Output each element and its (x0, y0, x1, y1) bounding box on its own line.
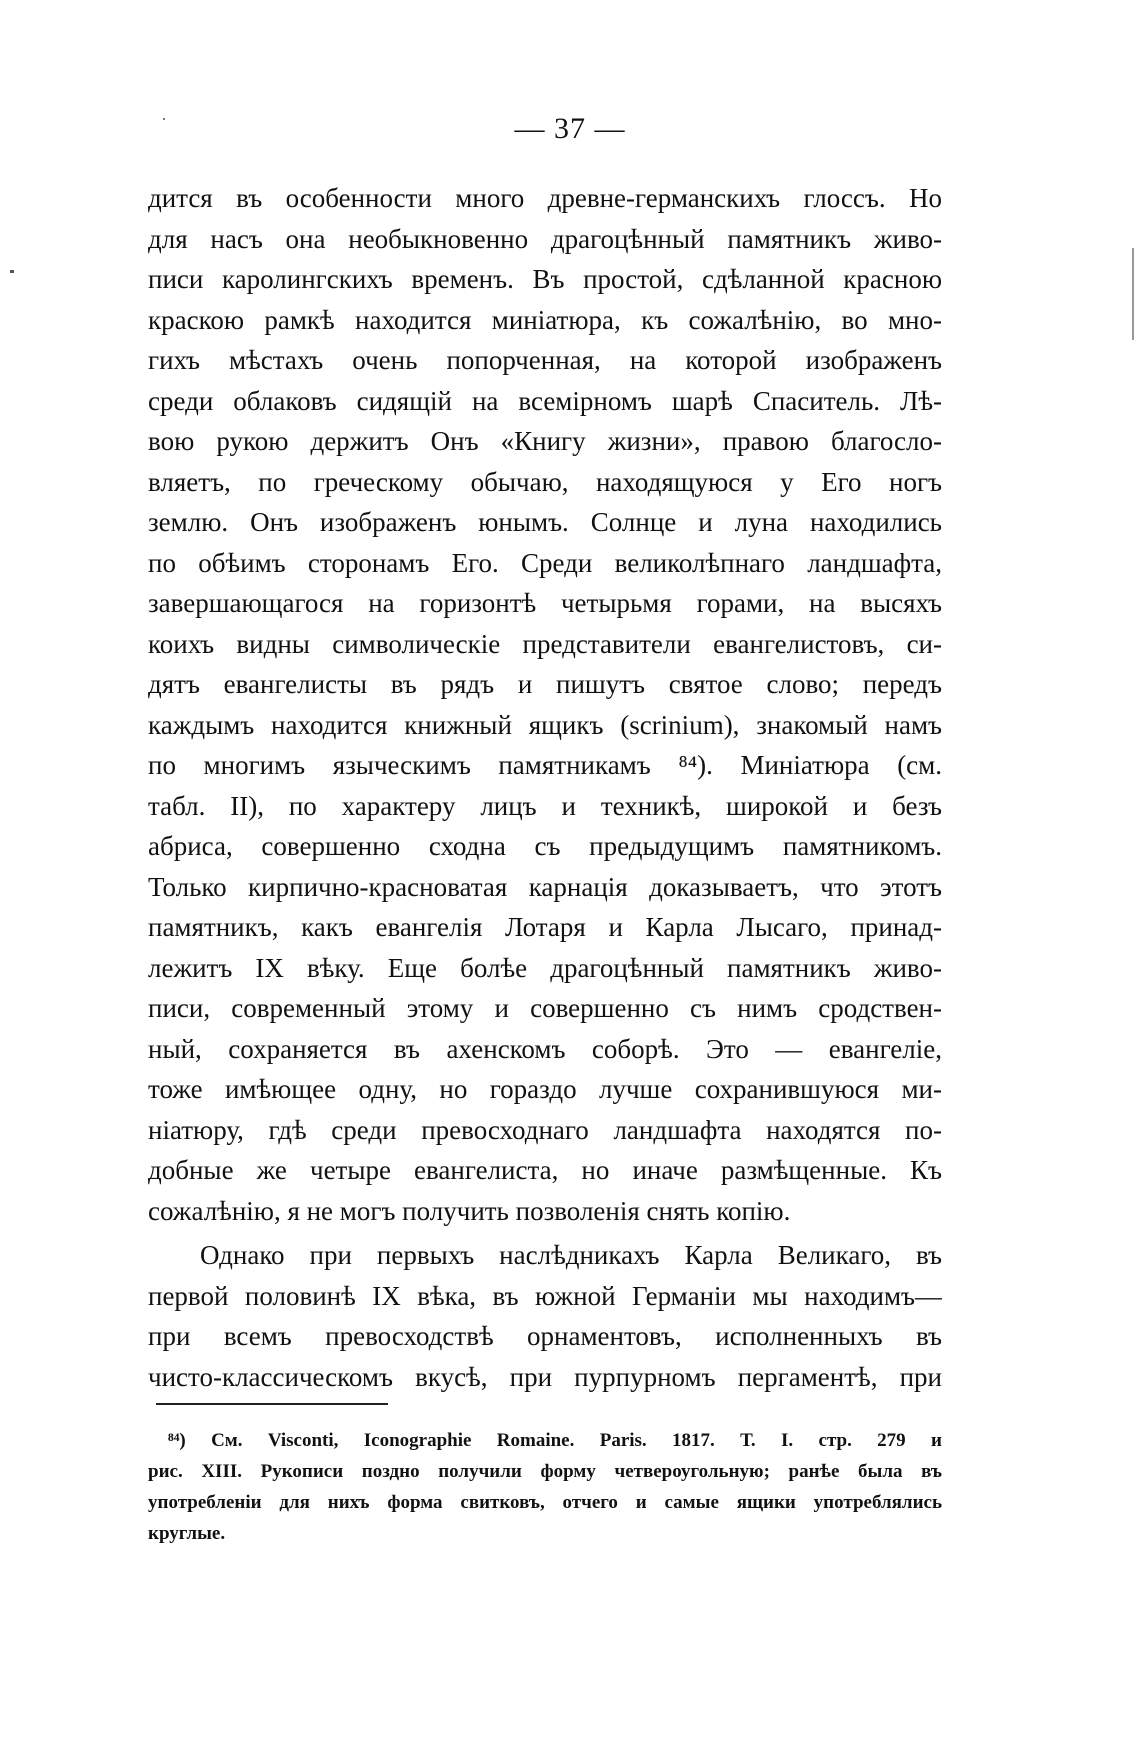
text-line: вляетъ, по греческому обычаю, находящуюся у Его ногъ (148, 466, 942, 497)
text-line: первой половинѣ IX вѣка, въ южной Германіи мы находимъ— (148, 1280, 942, 1311)
text-line: среди облаковъ сидящій на всемірномъ шарѣ Спаситель. Лѣ- (148, 385, 942, 416)
footnote-line: рис. XIII. Рукописи поздно получили форму четвероугольную; ранѣе была въ (148, 1461, 942, 1482)
text-line: добные же четыре евангелиста, но иначе размѣщенные. Къ (148, 1155, 942, 1185)
text-line: памятникъ, какъ евангелія Лотаря и Карла Лысаго, принад- (148, 912, 942, 942)
text-line: Только кирпично-красноватая карнація доказываетъ, что этотъ (148, 871, 942, 902)
text-line: для насъ она необыкновенно драгоцѣнный памятникъ живо- (148, 223, 942, 254)
margin-mark (10, 270, 14, 273)
text-line: дятъ евангелисты въ рядъ и пишутъ святое слово; передъ (148, 669, 942, 699)
footnote-divider (156, 1403, 388, 1405)
page-number: — 37 — (514, 112, 626, 145)
text-line: ный, сохраняется въ ахенскомъ соборѣ. Это — евангеліе, (148, 1033, 942, 1064)
footnote-line: употребленіи для нихъ форма свитковъ, отчего и самые ящики употреблялись (148, 1492, 942, 1513)
footnotes (148, 1425, 942, 1549)
main-text (148, 178, 942, 1397)
text-line: по обѣимъ сторонамъ Его. Среди великолѣпнаго ландшафта, (148, 547, 942, 578)
text-line: Однако при первыхъ наслѣдникахъ Карла Великаго, въ (200, 1240, 942, 1270)
text-line: каждымъ находится книжный ящикъ (scrinium), знакомый намъ (148, 709, 942, 740)
text-line: табл. II), по характеру лицъ и техникѣ, широкой и безъ (148, 790, 942, 821)
text-line: чисто-классическомъ вкусѣ, при пурпурномъ пергаментѣ, при (148, 1361, 942, 1392)
footnote-line: ⁸⁴) См. Visconti, Iconographie Romaine. Paris. 1817. Т. I. стр. 279 и (168, 1430, 942, 1451)
text-line: землю. Онъ изображенъ юнымъ. Солнце и луна находились (148, 507, 942, 537)
text-line: дится въ особенности много древне-германскихъ глоссъ. Но (148, 183, 942, 213)
text-line: завершающагося на горизонтѣ четырьмя горами, на высяхъ (148, 588, 942, 618)
text-line: при всемъ превосходствѣ орнаментовъ, исполненныхъ въ (148, 1321, 942, 1351)
text-line: лежитъ IX вѣку. Еще болѣе драгоцѣнный памятникъ живо- (148, 952, 942, 983)
footnote-line: круглые. (148, 1523, 226, 1544)
text-line: по многимъ языческимъ памятникамъ ⁸⁴). Миніатюра (см. (148, 750, 942, 780)
text-line: писи каролингскихъ временъ. Въ простой, сдѣланной красною (148, 264, 942, 294)
text-line: тоже имѣющее одну, но гораздо лучше сохранившуюся ми- (148, 1074, 942, 1104)
text-line: коихъ видны символическіе представители евангелистовъ, си- (148, 628, 942, 659)
text-line: краскою рамкѣ находится миніатюра, къ сожалѣнію, во мно- (148, 304, 942, 335)
text-line: вою рукою держитъ Онъ «Книгу жизни», правою благосло- (148, 426, 942, 456)
text-line: ніатюру, гдѣ среди превосходнаго ландшафта находятся по- (148, 1114, 942, 1145)
page-edge-line (1132, 248, 1134, 340)
text-line: абриса, совершенно сходна съ предыдущимъ памятникомъ. (148, 831, 942, 861)
text-line: писи, современный этому и совершенно съ нимъ сродствен- (148, 993, 942, 1023)
text-line: гихъ мѣстахъ очень попорченная, на которой изображенъ (148, 345, 942, 375)
text-line: сожалѣнію, я не могъ получить позволенія снять копію. (148, 1195, 791, 1226)
